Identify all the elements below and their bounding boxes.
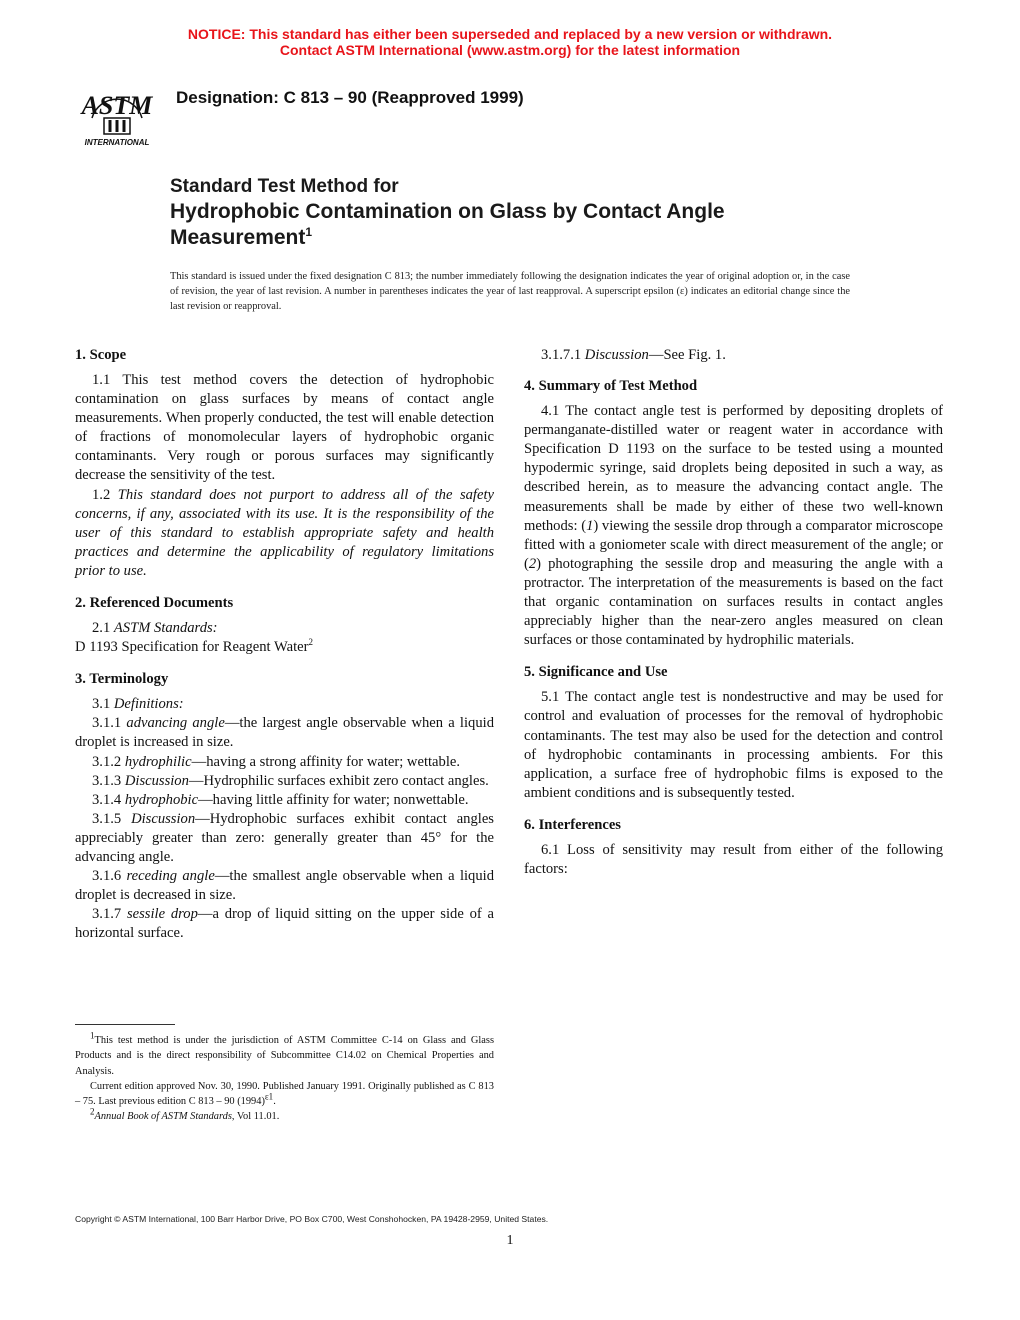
paragraph-6-1: 6.1 Loss of sensitivity may result from either of the following factors:: [524, 841, 943, 877]
paragraph-5-1: 5.1 The contact angle test is nondestructive and may be used for control and evaluation of processes for the removal of hydrophobic contaminants. The test may also be used for the detection and control of hydrophobic contaminants in processing ambients. For this application, a surface free of hydrophobic films is exposed to the ambient conditions and is subsequently tested.: [524, 689, 943, 801]
copyright: Copyright © ASTM International, 100 Barr Harbor Drive, PO Box C700, West Conshohocken, PA 19428-2959, United States.: [75, 1214, 549, 1224]
footnote-1: $^1$This test method is under the jurisdiction of ASTM Committee C-14 on Glass and Glass Products and is the direct responsibility of Subcommittee C14.02 on Chemical Properties and Analysis.: [75, 1030, 494, 1077]
astm-logo-mark: [72, 74, 162, 150]
title-line-2: Measurement: [170, 226, 306, 249]
definition-3-1-3: 3.1.3 Discussion—Hydrophilic surfaces exhibit zero contact angles.: [92, 772, 489, 789]
referenced-documents-heading: 2. Referenced Documents: [75, 595, 234, 612]
notice-line-1: NOTICE: This standard has either been superseded and replaced by a new version or withdrawn.: [187, 26, 833, 42]
definition-3-1-7-1: 3.1.7.1 Discussion—See Fig. 1.: [541, 347, 726, 363]
paragraph-3-1: 3.1 Definitions:: [92, 696, 184, 713]
right-column: [524, 346, 943, 879]
title-footnote-mark: 1: [305, 225, 313, 239]
definition-3-1-1: 3.1.1 advancing angle—the largest angle observable when a liquid droplet is increased in size.: [75, 715, 494, 751]
issued-note: This standard is issued under the fixed designation C 813; the number immediately following the designation indicates the year of original adoption or, in the case of revision, the year of last revision. A number in parentheses indicates the year of last reapproval. A superscript epsilon (ε) indicates an editorial change since the last revision or reapproval.: [170, 271, 850, 312]
withdrawal-notice: [0, 26, 1020, 58]
astm-logo: [72, 74, 162, 150]
footnote-1-current-edition: Current edition approved Nov. 30, 1990. Published January 1991. Originally published as C 813 – 75. Last previous edition C 813 – 90 $(1994)^{\varepsilon 1}$.: [75, 1080, 494, 1108]
paragraph-4-1: 4.1 The contact angle test is performed by depositing droplets of permanganate-distilled water or reagent water in accordance with Specification D 1193 on the surface to be tested using a mounted hypodermic syringe, said droplets being deposited in such a way, as described herein, as to measure the advancing contact angle. The measurements shall be made by either of these two well-known methods: (1) viewing the sessile drop through a comparator microscope fitted with a goniometer scale with direct measurement of the angle; or (2) photographing the sessile drop and measuring the angle with a protractor. The interpretation of the measurements is based on the fact that organic contamination on surfaces results in contact angles appreciably higher than the near-zero angles measured on clean surfaces or those contaminated by hydrophilic materials.: [524, 403, 943, 649]
page-number: 1: [506, 1233, 514, 1248]
definition-3-1-4: 3.1.4 hydrophobic—having little affinity for water; nonwettable.: [92, 791, 469, 808]
paragraph-1-1: 1.1 This test method covers the detection of hydrophobic contamination on glass surfaces by means of contact angle measurements. When properly conducted, the test will enable detection of fractions of monomolecular layers of hydrophobic organic contaminants. Very rough or porous surfaces may significantly decrease the sensitivity of the test.: [75, 372, 494, 484]
scope-heading: 1. Scope: [75, 347, 127, 363]
designation: Designation: C 813 – 90 (Reapproved 1999): [176, 88, 524, 107]
terminology-heading: 3. Terminology: [75, 671, 169, 688]
footnote-2: $^2$Annual Book of ASTM Standards, Vol 11.01.: [90, 1107, 280, 1123]
logo-subtext: INTERNATIONAL: [84, 138, 150, 147]
interferences-heading: 6. Interferences: [524, 816, 621, 833]
title-line-1: Hydrophobic Contamination on Glass by Contact Angle: [170, 200, 725, 223]
definition-3-1-2: 3.1.2 hydrophilic—having a strong affinity for water; wettable.: [92, 753, 461, 770]
definition-3-1-7: 3.1.7 sessile drop—a drop of liquid sitting on the upper side of a horizontal surface.: [75, 906, 494, 942]
notice-line-2: Contact ASTM International (www.astm.org) for the latest information: [279, 42, 741, 58]
paragraph-2-1: 2.1 ASTM Standards:: [92, 620, 218, 637]
definition-3-1-6: 3.1.6 receding angle—the smallest angle observable when a liquid droplet is decreased in size.: [75, 868, 495, 904]
paragraph-1-2: 1.2 This standard does not purport to address all of the safety concerns, if any, associated with its use. It is the responsibility of the user of this standard to establish appropriate safety and health practices and determine the applicability of regulatory limitations prior to use.: [75, 486, 494, 579]
reference-d1193: D 1193 Specification for Reagent Water$^2$: [75, 637, 313, 656]
document-title: [170, 175, 890, 251]
definition-3-1-5: 3.1.5 Discussion—Hydrophobic surfaces exhibit contact angles appreciably greater than zero: generally greater than 45° for the advancing angle.: [75, 810, 494, 865]
footnote-divider: [75, 1024, 175, 1025]
footnotes: [75, 1030, 494, 1125]
logo-text: ASTM: [81, 91, 153, 120]
left-column: [75, 346, 494, 943]
title-prefix: Standard Test Method for: [170, 176, 399, 197]
significance-heading: 5. Significance and Use: [524, 664, 668, 681]
summary-heading: 4. Summary of Test Method: [524, 378, 698, 395]
